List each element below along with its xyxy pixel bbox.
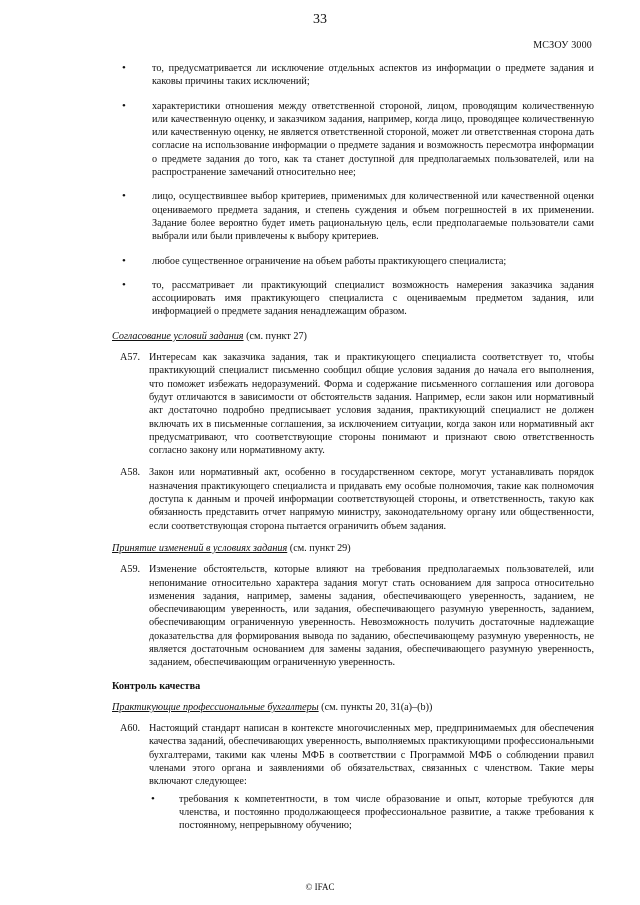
paragraph-a58 [112,466,594,532]
paragraph-text: Изменение обстоятельств, которые влияют на требования предполагаемых пользователей, или непонимание относительно характера задания могут стать основанием для запроса относительно изменения задания, например, замены задания, обеспечивающего уверенность, заданием, не обеспечивающим уверенность, или задания, обеспечивающего разумную уверенность, заданием, обеспечивающим ограниченную уверенность. Невозможность получить достаточные надлежащие доказательства для формирования вывода по заданию, обеспечивающему разумную уверенность, не является достаточным основанием для замены задания, обеспечивающего разумную уверенность, заданием, обеспечивающим ограниченную уверенность. [149,564,594,669]
paragraph-number: A57. [120,352,141,364]
subheading-title: Практикующие профессиональные бухгалтеры [112,701,319,713]
paragraph-text: Закон или нормативный акт, особенно в государственном секторе, могут устанавливать порядок назначения практикующего специалиста и придавать ему особые полномочия, такие как полномочия доступа к данным и прочей информации соответствующей стороны, и ответственность, такую как обязанность представить отчет напрямую министру, законодательному органу или общественности, если соответствующая сторона пытается ограничить объем задания. [149,467,594,532]
list-item: • то, рассматривает ли практикующий специалист возможность намерения заказчика задания ассоциировать имя практикующего специалиста с оцениваемым предметом задания, или информацией о предмете задания ненадлежащим образом. [112,279,594,319]
section-subheading-accountants [112,701,594,714]
section-heading-quality-control: Контроль качества [112,680,201,692]
list-item: • требования к компетентности, в том числе образование и опыт, которые требуются для членства, и постоянно продолжающееся профессиональное развитие, а также требования к постоянному, непрерывному обучению; [149,793,594,833]
page-number: 33 [313,12,327,27]
paragraph-a59 [112,563,594,669]
subheading-ref: (см. пункты 20, 31(a)–(b)) [318,701,433,713]
subheading-title: Согласование условий задания [112,330,244,342]
standard-code: МСЗОУ 3000 [533,40,592,51]
paragraph-number: A59. [120,564,141,576]
paragraph-number: A58. [120,467,141,479]
bullet-list-top [112,62,594,319]
list-item: • характеристики отношения между ответственной стороной, лицом, проводящим количественную или качественную оценку, и заказчиком задания, например, когда лицо, проводящее количественную или качественную оценку, не является ответственной стороной, может ли ответственная сторона дать согласие на использование информации о предмете задания и возможность пересмотра информации о предмете задания до того, как та станет доступной для предполагаемых пользователей, или на распространение замечаний относительно нее; [112,100,594,180]
section-subheading-changes [112,542,594,555]
list-item: • лицо, осуществившее выбор критериев, применимых для количественной или качественной оценки оцениваемого предмета задания, и степень суждения и объем погрешностей в их применении. Задание более вероятно будет иметь рациональную цель, если предполагаемые пользователи сами выбрали или были привлечены к выбору критериев. [112,190,594,243]
section-subheading-engagement-terms [112,330,594,343]
list-item: • любое существенное ограничение на объем работы практикующего специалиста; [112,255,594,268]
paragraph-a57 [112,351,594,457]
paragraph-text: Настоящий стандарт написан в контексте многочисленных мер, предпринимаемых для обеспечения качества заданий, обеспечивающих уверенность, выполняемых практикующими профессиональными бухгалтерами, такими как члены МФБ в соответствии с Программой МФБ о соблюдении правил членами этого органа и заявлениями об обязательствах, связанных с членством. Такие меры включают следующее: [149,723,594,788]
subheading-ref: (см. пункт 29) [287,542,351,554]
subheading-ref: (см. пункт 27) [243,330,307,342]
list-item: • то, предусматривается ли исключение отдельных аспектов из информации о предмете задания и каковы причины таких исключений; [112,62,594,89]
paragraph-number: A60. [120,723,141,735]
bullet-list-a60 [149,793,594,833]
subheading-title: Принятие изменений в условиях задания [112,542,288,554]
footer-copyright: © IFAC [305,882,335,892]
paragraph-a60 [112,722,594,832]
paragraph-text: Интересам как заказчика задания, так и практикующего специалиста соответствует то, чтобы практикующий специалист письменно сообщил общие условия задания до начала его выполнения, что поможет избежать недоразумений. Форма и содержание письменного соглашения или договора будут отличаются в зависимости от обстоятельств задания. Например, если закон или нормативный акт достаточно подробно предписывает условия задания, практикующий специалист не должен включать их в письменные соглашения, за исключением ситуации, когда закон или нормативный акт предусматривают, что соответствующие стороны понимают и признают свою ответственность согласно закону или нормативному акту. [149,352,594,457]
page-content [112,62,594,842]
